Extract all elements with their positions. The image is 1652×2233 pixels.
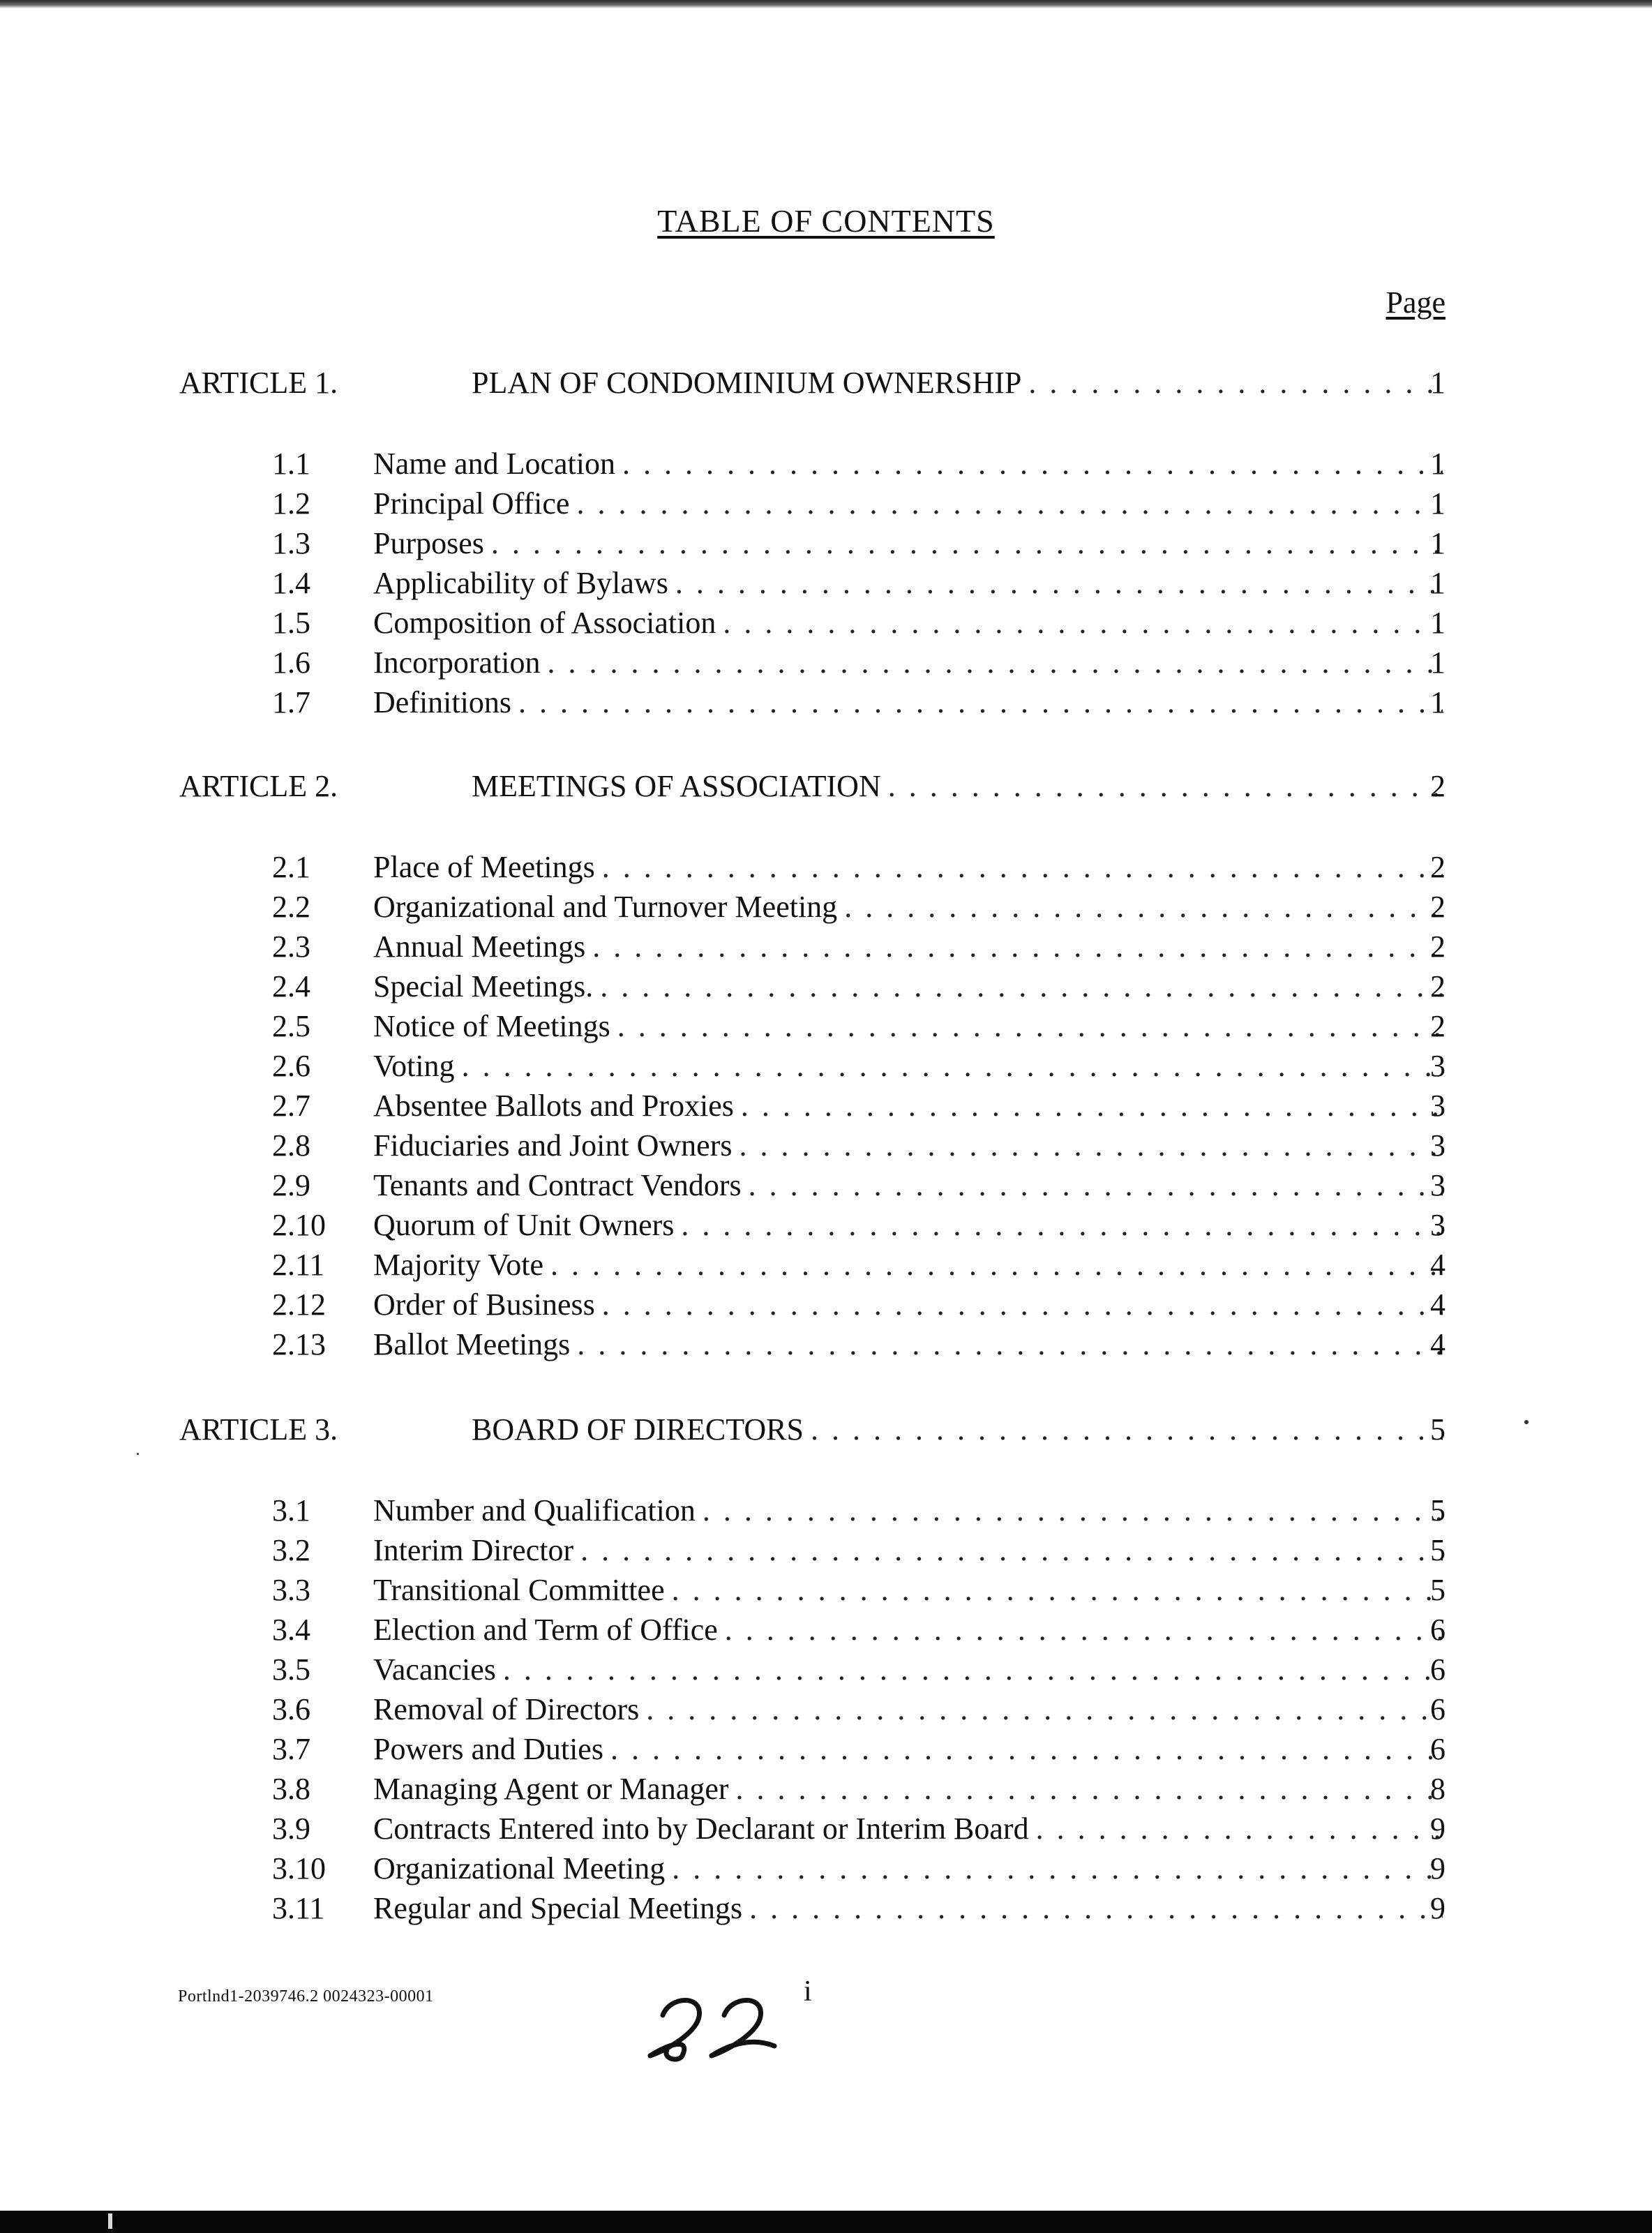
article-title: PLAN OF CONDOMINIUM OWNERSHIP <box>472 366 1022 400</box>
toc-section-entry <box>0 603 1652 643</box>
section-title: Removal of Directors <box>373 1692 640 1726</box>
section-number: 2.4 <box>272 969 310 1003</box>
toc-section-entry <box>0 1849 1652 1889</box>
dot-leader <box>592 927 1443 967</box>
section-title: Applicability of Bylaws <box>373 566 668 600</box>
dot-leader <box>672 1570 1443 1611</box>
section-number: 3.4 <box>272 1613 310 1647</box>
section-number: 1.4 <box>272 566 310 600</box>
page-reference: 3 <box>1430 1049 1446 1083</box>
toc-article-entry <box>0 766 1652 807</box>
page-title: TABLE OF CONTENTS <box>657 203 995 239</box>
section-title: Order of Business <box>373 1287 595 1322</box>
toc-leader <box>373 927 1443 967</box>
section-number: 3.8 <box>272 1772 310 1806</box>
dot-leader <box>681 1205 1443 1246</box>
article-number: ARTICLE 3. <box>179 1412 338 1447</box>
toc-section-entry <box>0 444 1652 484</box>
toc-section-entry <box>0 1610 1652 1650</box>
section-title: Managing Agent or Manager <box>373 1772 729 1806</box>
section-title: Notice of Meetings <box>373 1009 610 1043</box>
section-number: 2.10 <box>272 1208 326 1242</box>
page-reference: 2 <box>1430 1009 1446 1043</box>
toc-leader <box>373 444 1443 484</box>
page-reference: 2 <box>1430 969 1446 1003</box>
section-number: 3.9 <box>272 1812 310 1846</box>
page-reference: 1 <box>1430 526 1446 560</box>
section-title: Interim Director <box>373 1533 574 1567</box>
section-title: Purposes <box>373 526 484 560</box>
dot-leader <box>1028 363 1443 403</box>
dot-leader <box>672 1849 1443 1889</box>
dot-leader <box>547 643 1443 683</box>
section-number: 1.1 <box>272 447 310 481</box>
article-title: MEETINGS OF ASSOCIATION <box>472 769 881 803</box>
page-reference: 8 <box>1430 1772 1446 1806</box>
toc-leader <box>373 1491 1443 1531</box>
section-number: 3.6 <box>272 1692 310 1726</box>
toc-article-entry <box>0 363 1652 403</box>
page-reference: 1 <box>1430 606 1446 640</box>
article-number: ARTICLE 1. <box>179 366 338 400</box>
page-reference: 1 <box>1430 486 1446 521</box>
section-number: 2.1 <box>272 850 310 884</box>
section-title: Number and Qualification <box>373 1493 696 1528</box>
toc-leader <box>373 1245 1443 1285</box>
toc-section-entry <box>0 1086 1652 1126</box>
section-number: 2.9 <box>272 1168 310 1202</box>
toc-leader <box>373 1165 1443 1206</box>
toc-leader <box>373 1809 1443 1849</box>
dot-leader <box>703 1491 1443 1531</box>
section-number: 1.7 <box>272 685 310 719</box>
dot-leader <box>518 682 1443 723</box>
toc-section-entry <box>0 682 1652 723</box>
toc-section-entry <box>0 1205 1652 1246</box>
toc-section-entry <box>0 1126 1652 1166</box>
dot-leader <box>503 1650 1443 1690</box>
section-number: 2.7 <box>272 1089 310 1123</box>
dot-leader <box>462 1046 1443 1086</box>
toc-leader <box>373 887 1443 927</box>
section-title: Regular and Special Meetings <box>373 1891 743 1925</box>
toc-leader <box>373 1086 1443 1126</box>
article-title: BOARD OF DIRECTORS <box>472 1412 804 1447</box>
toc-leader <box>472 363 1443 403</box>
toc-section-entry <box>0 1285 1652 1325</box>
toc-section-entry <box>0 484 1652 524</box>
page-reference: 9 <box>1430 1812 1446 1846</box>
section-number: 1.5 <box>272 606 310 640</box>
dot-leader <box>622 444 1443 484</box>
toc-section-entry <box>0 887 1652 927</box>
toc-leader <box>373 682 1443 723</box>
toc-section-entry <box>0 523 1652 564</box>
section-number: 2.5 <box>272 1009 310 1043</box>
dot-leader <box>1036 1809 1443 1849</box>
dot-leader <box>749 1165 1443 1206</box>
page-reference: 2 <box>1430 769 1446 803</box>
dot-leader <box>576 484 1443 524</box>
section-title: Place of Meetings <box>373 850 595 884</box>
page-reference: 2 <box>1430 929 1446 964</box>
toc-section-entry <box>0 966 1652 1007</box>
toc-section-entry <box>0 1570 1652 1611</box>
dot-leader <box>749 1888 1443 1929</box>
section-title: Ballot Meetings <box>373 1327 571 1361</box>
section-title: Transitional Committee <box>373 1573 665 1607</box>
page-reference: 1 <box>1430 566 1446 600</box>
toc-leader <box>373 1610 1443 1650</box>
dot-leader <box>602 847 1443 888</box>
page-reference: 2 <box>1430 850 1446 884</box>
toc-leader <box>373 1888 1443 1929</box>
section-title: Tenants and Contract Vendors <box>373 1168 742 1202</box>
section-title: Annual Meetings <box>373 929 586 964</box>
section-title: Absentee Ballots and Proxies <box>373 1089 734 1123</box>
page-number: i <box>804 1976 812 2008</box>
section-number: 3.7 <box>272 1732 310 1766</box>
toc-section-entry <box>0 1689 1652 1730</box>
toc-leader <box>373 484 1443 524</box>
page-reference: 3 <box>1430 1168 1446 1202</box>
section-number: 2.13 <box>272 1327 326 1361</box>
section-title: Special Meetings. <box>373 969 594 1003</box>
section-number: 3.1 <box>272 1493 310 1528</box>
scan-speck <box>1524 1420 1529 1424</box>
dot-leader <box>491 523 1443 564</box>
section-title: Principal Office <box>373 486 570 521</box>
page-reference: 5 <box>1430 1493 1446 1528</box>
section-number: 1.2 <box>272 486 310 521</box>
section-title: Vacancies <box>373 1652 496 1687</box>
section-title: Voting <box>373 1049 455 1083</box>
toc-leader <box>373 1530 1443 1571</box>
toc-leader <box>373 1126 1443 1166</box>
section-title: Majority Vote <box>373 1248 544 1282</box>
document-id: Portlnd1-2039746.2 0024323-00001 <box>178 1987 434 2006</box>
toc-leader <box>373 1324 1443 1365</box>
dot-leader <box>580 1530 1443 1571</box>
toc-section-entry <box>0 1769 1652 1809</box>
dot-leader <box>736 1769 1443 1809</box>
dot-leader <box>617 1006 1443 1047</box>
toc-leader <box>373 1205 1443 1246</box>
section-title: Organizational and Turnover Meeting <box>373 890 838 924</box>
toc-leader <box>373 1285 1443 1325</box>
section-number: 1.6 <box>272 645 310 680</box>
section-title: Contracts Entered into by Declarant or Interim Board <box>373 1812 1029 1846</box>
toc-section-entry <box>0 1729 1652 1770</box>
page-reference: 5 <box>1430 1573 1446 1607</box>
page-reference: 6 <box>1430 1613 1446 1647</box>
section-number: 3.10 <box>272 1851 326 1885</box>
toc-section-entry <box>0 1491 1652 1531</box>
toc-leader <box>373 603 1443 643</box>
dot-leader <box>675 563 1443 604</box>
section-number: 2.12 <box>272 1287 326 1322</box>
section-number: 1.3 <box>272 526 310 560</box>
page-reference: 4 <box>1430 1287 1446 1322</box>
toc-article-entry <box>0 1410 1652 1450</box>
dot-leader <box>739 1126 1443 1166</box>
section-number: 2.3 <box>272 929 310 964</box>
page-reference: 5 <box>1430 1533 1446 1567</box>
section-title: Quorum of Unit Owners <box>373 1208 675 1242</box>
dot-leader <box>723 603 1443 643</box>
page-reference: 6 <box>1430 1732 1446 1766</box>
page-column-heading: Page <box>1386 285 1446 320</box>
toc-leader <box>472 1410 1443 1450</box>
toc-leader <box>373 643 1443 683</box>
page-reference: 1 <box>1430 366 1446 400</box>
toc-section-entry <box>0 1888 1652 1929</box>
toc-section-entry <box>0 1324 1652 1365</box>
dot-leader <box>577 1324 1443 1365</box>
toc-section-entry <box>0 1046 1652 1086</box>
dot-leader <box>725 1610 1443 1650</box>
dot-leader <box>646 1689 1443 1730</box>
section-title: Powers and Duties <box>373 1732 603 1766</box>
page-reference: 9 <box>1430 1891 1446 1925</box>
section-title: Incorporation <box>373 645 541 680</box>
section-title: Name and Location <box>373 447 615 481</box>
page-reference: 1 <box>1430 645 1446 680</box>
dot-leader <box>550 1245 1443 1285</box>
page-reference: 3 <box>1430 1089 1446 1123</box>
page-reference: 3 <box>1430 1208 1446 1242</box>
toc-leader <box>373 1650 1443 1690</box>
toc-leader <box>373 1006 1443 1047</box>
toc-section-entry <box>0 1809 1652 1849</box>
dot-leader <box>888 766 1443 807</box>
toc-leader <box>373 847 1443 888</box>
page-reference: 6 <box>1430 1692 1446 1726</box>
scan-edge-bottom <box>0 2211 1652 2233</box>
article-number: ARTICLE 2. <box>179 769 338 803</box>
page-reference: 4 <box>1430 1327 1446 1361</box>
section-number: 2.8 <box>272 1128 310 1163</box>
section-number: 3.11 <box>272 1891 325 1925</box>
section-number: 3.3 <box>272 1573 310 1607</box>
section-title: Definitions <box>373 685 511 719</box>
toc-section-entry <box>0 1245 1652 1285</box>
page-reference: 1 <box>1430 447 1446 481</box>
section-number: 2.6 <box>272 1049 310 1083</box>
dot-leader <box>844 887 1443 927</box>
section-number: 3.5 <box>272 1652 310 1687</box>
toc-leader <box>373 1729 1443 1770</box>
section-title: Fiduciaries and Joint Owners <box>373 1128 733 1163</box>
dot-leader <box>741 1086 1443 1126</box>
toc-leader <box>373 1570 1443 1611</box>
toc-section-entry <box>0 643 1652 683</box>
scan-edge-top <box>0 0 1652 8</box>
page-reference: 9 <box>1430 1851 1446 1885</box>
toc-leader <box>373 1689 1443 1730</box>
toc-section-entry <box>0 563 1652 604</box>
toc-leader <box>472 766 1443 807</box>
toc-section-entry <box>0 847 1652 888</box>
scan-speck <box>137 1453 139 1455</box>
page-reference: 6 <box>1430 1652 1446 1687</box>
section-number: 3.2 <box>272 1533 310 1567</box>
dot-leader <box>811 1410 1443 1450</box>
toc-section-entry <box>0 1650 1652 1690</box>
section-title: Organizational Meeting <box>373 1851 666 1885</box>
scan-mark <box>108 2213 112 2229</box>
page-reference: 4 <box>1430 1248 1446 1282</box>
toc-section-entry <box>0 1165 1652 1206</box>
section-number: 2.11 <box>272 1248 325 1282</box>
toc-section-entry <box>0 1006 1652 1047</box>
section-number: 2.2 <box>272 890 310 924</box>
section-title: Election and Term of Office <box>373 1613 718 1647</box>
toc-leader <box>373 1849 1443 1889</box>
toc-section-entry <box>0 927 1652 967</box>
dot-leader <box>610 1729 1443 1770</box>
section-title: Composition of Association <box>373 606 716 640</box>
page-reference: 1 <box>1430 685 1446 719</box>
toc-leader <box>373 1046 1443 1086</box>
page-reference: 3 <box>1430 1128 1446 1163</box>
toc-leader <box>373 523 1443 564</box>
dot-leader <box>600 966 1443 1007</box>
toc-leader <box>373 1769 1443 1809</box>
dot-leader <box>602 1285 1443 1325</box>
handwritten-page-number <box>642 1989 781 2066</box>
toc-leader <box>373 966 1443 1007</box>
page-reference: 5 <box>1430 1412 1446 1447</box>
toc-leader <box>373 563 1443 604</box>
toc-section-entry <box>0 1530 1652 1571</box>
page-reference: 2 <box>1430 890 1446 924</box>
